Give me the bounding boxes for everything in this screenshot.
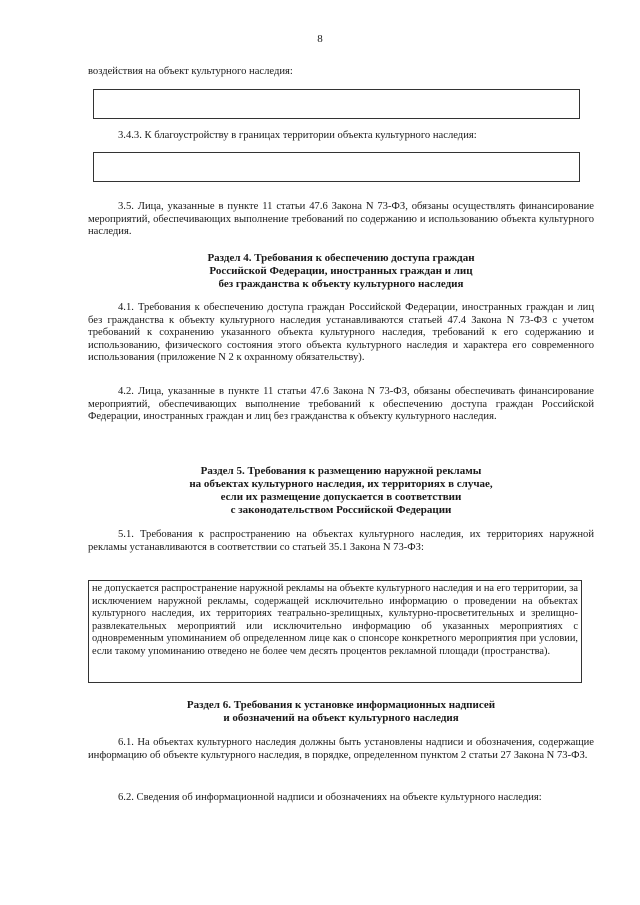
section-5-heading-line: с законодательством Российской Федерации [230,504,452,516]
section-5-heading-line: на объектах культурного наследия, их территориях в случае, [189,478,493,490]
paragraph-5-1: 5.1. Требования к распространению на объектах культурного наследия, их территориях наружной рекламы устанавливаются в соответствии со статьей 35.1 Закона N 73-ФЗ: [88,529,594,553]
section-5-heading [88,465,594,517]
section-6-heading-line: Раздел 6. Требования к установке информационных надписей [186,699,496,711]
section-5-heading-line: если их размещение допускается в соответствии [220,491,462,503]
section-4-heading [88,252,594,291]
paragraph-4-1: 4.1. Требования к обеспечению доступа граждан Российской Федерации, иностранных граждан и лиц без гражданства к объекту культурного наследия устанавливаются статьей 47.4 Закона N 73-ФЗ с учетом требований к сохранению указанного объекта культурного наследия, требований к его содержанию и использованию, физического состояния этого объекта культурного наследия и характера его современного использования (приложение N 2 к охранному обязательству). [88,302,594,364]
empty-frame-1 [93,89,580,119]
paragraph-6-1: 6.1. На объектах культурного наследия должны быть установлены надписи и обозначения, содержащие информацию об объекте культурного наследия, в порядке, определенном пунктом 2 статьи 27 Закона N 73-ФЗ. [88,737,594,761]
section-4-heading-line: Раздел 4. Требования к обеспечению доступа граждан [207,252,475,264]
paragraph-3-4-3: 3.4.3. К благоустройству в границах территории объекта культурного наследия: [118,130,477,141]
section-6-heading [88,699,594,725]
section-4-heading-line: Российской Федерации, иностранных граждан и лиц [209,265,473,277]
section-5-heading-line: Раздел 5. Требования к размещению наружной рекламы [200,465,482,477]
paragraph-3-5: 3.5. Лица, указанные в пункте 11 статьи 47.6 Закона N 73-ФЗ, обязаны осуществлять финансирование мероприятий, обеспечивающих выполнение требований по содержанию и использованию объекта культурного наследия. [88,201,594,238]
paragraph-6-2: 6.2. Сведения об информационной надписи и обозначениях на объекте культурного наследия: [118,792,542,803]
paragraph-continuation: воздействия на объект культурного наследия: [88,66,293,77]
section-4-heading-line: без гражданства к объекту культурного наследия [218,278,464,290]
advertising-requirement-text: не допускается распространение наружной рекламы на объекте культурного наследия и на его территории, за исключением наружной рекламы, содержащей исключительно информацию о проведении на объектах культурного наследия, их территориях театрально-зрелищных, культурно-просветительных и зрелищно-развлекательных мероприятий или исключительно информацию об указанных мероприятиях с одновременным упоминанием об определенном лице как о спонсоре конкретного мероприятия при условии, если такому упоминанию отведено не более чем десять процентов рекламной площади (пространства). [92,583,578,657]
section-6-heading-line: и обозначений на объект культурного наследия [223,712,459,724]
empty-frame-2 [93,152,580,182]
advertising-requirement-frame [88,580,582,683]
paragraph-4-2: 4.2. Лица, указанные в пункте 11 статьи 47.6 Закона N 73-ФЗ, обязаны обеспечивать финансирование мероприятий, обеспечивающих выполнение требований к обеспечению доступа граждан Российской Федерации, иностранных граждан и лиц без гражданства к объекту культурного наследия. [88,386,594,423]
page-number: 8 [317,33,323,45]
